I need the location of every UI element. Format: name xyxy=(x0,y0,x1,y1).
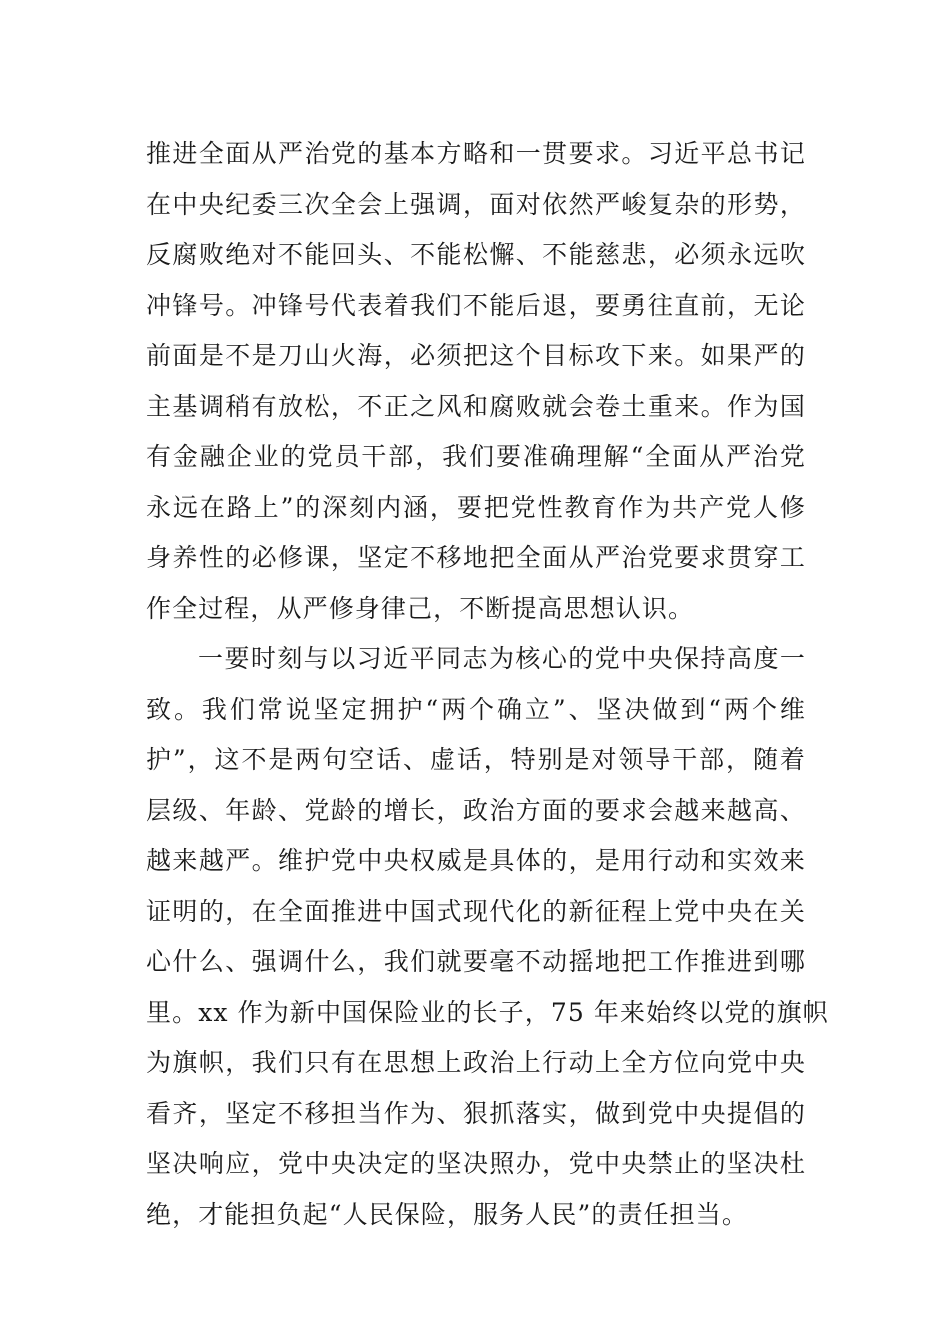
paragraph-line: 前面是不是刀山火海，必须把这个目标攻下来。如果严的 xyxy=(146,341,806,370)
paragraph-line: 推进全面从严治党的基本方略和一贯要求。习近平总书记 xyxy=(146,139,806,168)
paragraph-line: 绝，才能担负起“人民保险，服务人民”的责任担当。 xyxy=(146,1199,748,1229)
paragraph-line: 有金融企业的党员干部，我们要准确理解“全面从严治党 xyxy=(146,442,806,471)
paragraph-line: 为旗帜，我们只有在思想上政治上行动上全方位向党中央 xyxy=(146,1048,806,1077)
paragraph-line: 永远在路上”的深刻内涵，要把党性教育作为共产党人修 xyxy=(146,492,806,522)
paragraph-2 xyxy=(146,634,829,1240)
paragraph-line: 层级、年龄、党龄的增长，政治方面的要求会越来越高、 xyxy=(146,795,806,825)
paragraph-line: 反腐败绝对不能回头、不能松懈、不能慈悲，必须永远吹 xyxy=(146,240,806,269)
paragraph-line: 作全过程，从严修身律己，不断提高思想认识。 xyxy=(146,593,695,623)
paragraph-line: 致。我们常说坚定拥护“两个确立”、坚决做到“两个维 xyxy=(146,694,806,724)
paragraph-line: 冲锋号。冲锋号代表着我们不能后退，要勇往直前，无论 xyxy=(146,290,806,320)
paragraph-line: 坚决响应，党中央决定的坚决照办，党中央禁止的坚决杜 xyxy=(146,1149,806,1178)
paragraph-line: 主基调稍有放松，不正之风和腐败就会卷土重来。作为国 xyxy=(146,391,806,421)
paragraph-line: 护”，这不是两句空话、虚话，特别是对领导干部，随着 xyxy=(146,745,806,774)
paragraph-1 xyxy=(146,129,806,634)
paragraph-line: 在中央纪委三次全会上强调，面对依然严峻复杂的形势， xyxy=(146,189,806,219)
paragraph-line: 看齐，坚定不移担当作为、狠抓落实，做到党中央提倡的 xyxy=(146,1098,806,1128)
paragraph-line: 证明的，在全面推进中国式现代化的新征程上党中央在关 xyxy=(146,896,806,926)
paragraph-line: 里。xx 作为新中国保险业的长子，75 年来始终以党的旗帜 xyxy=(146,997,829,1027)
paragraph-line: 一要时刻与以习近平同志为核心的党中央保持高度一 xyxy=(198,644,806,673)
paragraph-line: 身养性的必修课，坚定不移地把全面从严治党要求贯穿工 xyxy=(146,543,806,572)
document-body xyxy=(146,129,829,1240)
paragraph-line: 心什么、强调什么，我们就要毫不动摇地把工作推进到哪 xyxy=(146,947,806,976)
paragraph-line: 越来越严。维护党中央权威是具体的，是用行动和实效来 xyxy=(146,846,806,875)
